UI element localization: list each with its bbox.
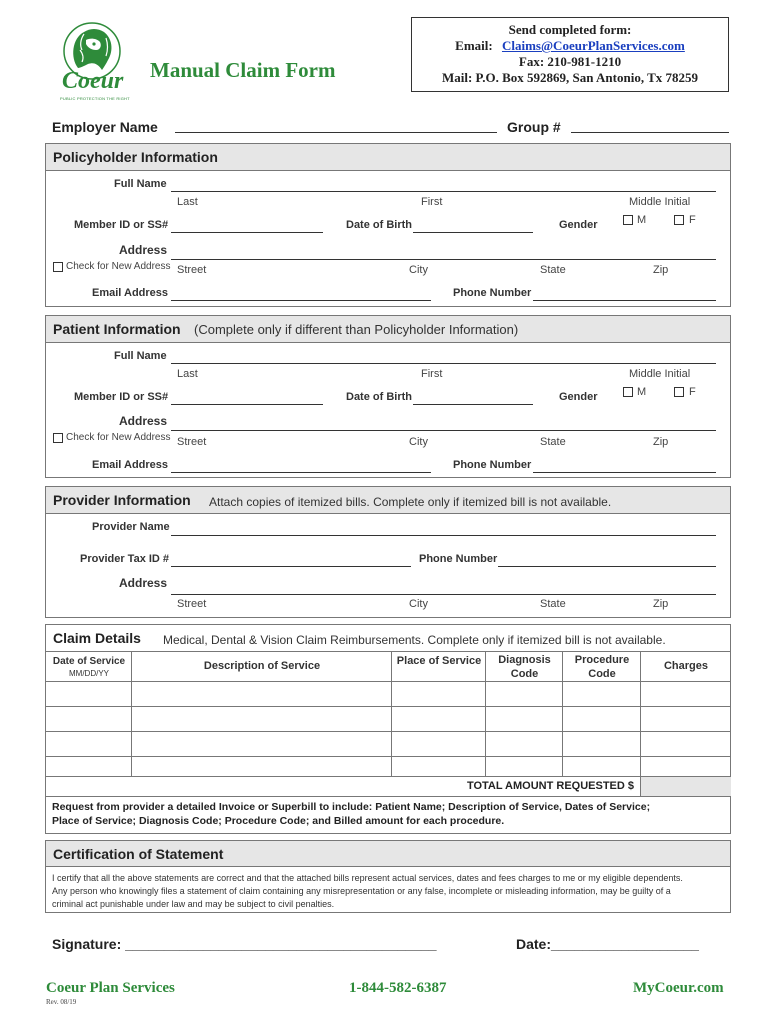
claim-row-3-date[interactable] <box>46 732 132 757</box>
col-diag-label-1: Diagnosis <box>498 654 551 666</box>
pt-member-id-label: Member ID or SS# <box>74 391 169 403</box>
certification-section <box>45 840 731 913</box>
pt-email-field[interactable] <box>171 472 431 473</box>
certification-line-3: criminal act punishable under law and may be subject to civil penalties. <box>52 899 335 909</box>
claim-details-section <box>45 624 731 834</box>
pt-member-id-field[interactable] <box>171 404 323 405</box>
ph-email-label: Email Address <box>92 287 169 299</box>
patient-title: Patient Information <box>53 321 181 337</box>
ph-new-address-checkbox[interactable] <box>53 262 63 272</box>
provider-name-field[interactable] <box>171 535 716 536</box>
col-proc-label-2: Code <box>588 668 616 680</box>
logo-tagline: PUBLIC PROTECTION THE RIGHT <box>60 96 130 101</box>
pt-street-label: Street <box>177 436 207 448</box>
ph-middle-label: Middle Initial <box>629 196 691 208</box>
certification-title: Certification of Statement <box>53 846 224 862</box>
claim-row-1-date[interactable] <box>46 682 132 707</box>
col-proc-header <box>563 652 641 682</box>
pt-state-label: State <box>540 436 566 448</box>
pt-new-address-label: Check for New Address <box>66 432 171 443</box>
policyholder-header <box>46 144 730 171</box>
claim-row-2-place[interactable] <box>392 707 486 732</box>
patient-section <box>45 315 731 478</box>
claim-row-4-diag[interactable] <box>486 757 563 777</box>
pt-zip-label: Zip <box>653 436 669 448</box>
col-place-header <box>392 652 486 682</box>
pt-gender-m-label: M <box>637 386 647 398</box>
claim-row-4-charges[interactable] <box>641 757 731 777</box>
ph-full-name-label: Full Name <box>114 178 167 190</box>
ph-gender-m-checkbox[interactable] <box>623 215 633 225</box>
provider-tax-id-label: Provider Tax ID # <box>80 553 170 565</box>
claim-row-3-place[interactable] <box>392 732 486 757</box>
total-amount-field[interactable] <box>641 777 731 797</box>
claim-row-2-charges[interactable] <box>641 707 731 732</box>
ph-gender-m-label: M <box>637 214 647 226</box>
ph-first-label: First <box>421 196 443 208</box>
employer-name-label: Employer Name <box>52 119 158 135</box>
date-field[interactable]: Date:___________________ <box>516 936 699 952</box>
col-date-header <box>46 652 132 682</box>
col-proc-label-1: Procedure <box>574 654 630 666</box>
claim-row-2-date[interactable] <box>46 707 132 732</box>
col-charges-header <box>641 652 731 682</box>
pt-new-address-checkbox[interactable] <box>53 433 63 443</box>
send-email-link[interactable]: Claims@CoeurPlanServices.com <box>501 38 685 53</box>
ph-city-label: City <box>409 264 428 276</box>
policyholder-section <box>45 143 731 307</box>
ph-new-address-label: Check for New Address <box>66 261 171 272</box>
signature-field[interactable]: Signature: ________________________________________ <box>52 936 437 952</box>
certification-line-2: Any person who knowingly files a statement of claim containing any misrepresentation or any false, incomplete or misleading information, may be guilty of a <box>52 886 671 896</box>
patient-header <box>46 316 730 343</box>
provider-note: Attach copies of itemized bills. Complete only if itemized bill is not available. <box>209 495 612 509</box>
ph-dob-field[interactable] <box>413 232 533 233</box>
send-heading: Send completed form: <box>508 22 632 37</box>
pt-gender-m-checkbox[interactable] <box>623 387 633 397</box>
provider-title: Provider Information <box>53 492 191 508</box>
pt-gender-f-label: F <box>689 386 696 398</box>
ph-last-label: Last <box>177 196 198 208</box>
col-charges-label: Charges <box>663 660 709 672</box>
provider-section <box>45 486 731 618</box>
group-number-field[interactable] <box>571 132 729 133</box>
ph-address-label: Address <box>119 243 168 257</box>
total-row <box>46 777 641 797</box>
provider-city-label: City <box>409 598 428 610</box>
col-date-format: MM/DD/YY <box>69 669 109 678</box>
send-mail: Mail: P.O. Box 592869, San Antonio, Tx 78259 <box>441 70 699 85</box>
claim-row-1-desc[interactable] <box>132 682 392 707</box>
provider-request-line-2: Place of Service; Diagnosis Code; Procedure Code; and Billed amount for each procedure. <box>52 815 505 827</box>
ph-phone-field[interactable] <box>533 300 716 301</box>
col-desc-header <box>132 652 392 682</box>
ph-gender-f-label: F <box>689 214 696 226</box>
provider-state-label: State <box>540 598 566 610</box>
ph-street-label: Street <box>177 264 207 276</box>
group-number-label: Group # <box>507 119 561 135</box>
claim-row-4-date[interactable] <box>46 757 132 777</box>
footer-website[interactable]: MyCoeur.com <box>633 980 724 996</box>
provider-name-label: Provider Name <box>92 521 170 533</box>
provider-request-line-1: Request from provider a detailed Invoice or Superbill to include: Patient Name; Description of Service, Dates of Service; <box>52 801 651 813</box>
claim-row-3-charges[interactable] <box>641 732 731 757</box>
pt-address-field[interactable] <box>171 430 716 431</box>
col-diag-header <box>486 652 563 682</box>
ph-zip-label: Zip <box>653 264 669 276</box>
logo <box>50 20 134 100</box>
total-label: TOTAL AMOUNT REQUESTED $ <box>466 780 634 792</box>
pt-email-label: Email Address <box>92 459 169 471</box>
send-instructions-box <box>411 17 729 92</box>
pt-dob-field[interactable] <box>413 404 533 405</box>
certification-text <box>52 872 683 911</box>
ph-full-name-field[interactable] <box>171 191 716 192</box>
col-desc-label: Description of Service <box>203 660 321 672</box>
claim-details-header <box>46 625 730 652</box>
pt-phone-field[interactable] <box>533 472 716 473</box>
provider-zip-label: Zip <box>653 598 669 610</box>
form-title: Manual Claim Form <box>150 58 336 82</box>
claim-row-3-proc[interactable] <box>563 732 641 757</box>
ph-dob-label: Date of Birth <box>346 219 412 231</box>
claim-row-2-proc[interactable] <box>563 707 641 732</box>
pt-gender-label: Gender <box>559 391 598 403</box>
claim-row-2-diag[interactable] <box>486 707 563 732</box>
footer-company: Coeur Plan Services <box>46 980 175 996</box>
policyholder-title: Policyholder Information <box>53 149 218 165</box>
provider-tax-id-field[interactable] <box>171 566 411 567</box>
pt-last-label: Last <box>177 368 198 380</box>
col-date-label: Date of Service <box>52 656 126 667</box>
certification-line-1: I certify that all the above statements are correct and that the attached bills represent actual services, dates and fees charges to me or my eligible dependents. <box>52 873 683 883</box>
footer-rev: Rev. 08/19 <box>46 998 77 1006</box>
claim-row-4-place[interactable] <box>392 757 486 777</box>
provider-phone-label: Phone Number <box>419 553 498 565</box>
provider-phone-field[interactable] <box>498 566 716 567</box>
ph-gender-f-checkbox[interactable] <box>674 215 684 225</box>
pt-address-label: Address <box>119 414 168 428</box>
pt-city-label: City <box>409 436 428 448</box>
pt-middle-label: Middle Initial <box>629 368 691 380</box>
send-fax: Fax: 210-981-1210 <box>518 54 622 69</box>
claim-row-1-place[interactable] <box>392 682 486 707</box>
pt-gender-f-checkbox[interactable] <box>674 387 684 397</box>
send-email-row <box>412 38 728 54</box>
col-diag-label-2: Code <box>510 668 539 680</box>
ph-phone-label: Phone Number <box>453 287 532 299</box>
claim-row-4-proc[interactable] <box>563 757 641 777</box>
send-email-label: Email: <box>455 38 493 53</box>
provider-address-label: Address <box>119 576 168 590</box>
ph-state-label: State <box>540 264 566 276</box>
patient-note: (Complete only if different than Policyholder Information) <box>194 322 519 337</box>
pt-first-label: First <box>421 368 443 380</box>
claim-row-4-desc[interactable] <box>132 757 392 777</box>
provider-address-field[interactable] <box>171 594 716 595</box>
pt-phone-label: Phone Number <box>453 459 532 471</box>
employer-name-field[interactable] <box>175 132 497 133</box>
ph-member-id-field[interactable] <box>171 232 323 233</box>
logo-brand: Coeur <box>62 68 124 94</box>
pt-dob-label: Date of Birth <box>346 391 412 403</box>
claim-row-2-desc[interactable] <box>132 707 392 732</box>
col-place-label: Place of Service <box>396 655 482 667</box>
claim-row-3-desc[interactable] <box>132 732 392 757</box>
claim-row-1-charges[interactable] <box>641 682 731 707</box>
ph-address-field[interactable] <box>171 259 716 260</box>
ph-gender-label: Gender <box>559 219 598 231</box>
provider-header <box>46 487 730 514</box>
certification-header <box>46 841 730 867</box>
pt-full-name-label: Full Name <box>114 350 167 362</box>
claim-row-1-diag[interactable] <box>486 682 563 707</box>
claim-details-note: Medical, Dental & Vision Claim Reimbursements. Complete only if itemized bill is not available. <box>163 633 666 647</box>
provider-request-note <box>52 800 650 828</box>
ph-email-field[interactable] <box>171 300 431 301</box>
claim-row-1-proc[interactable] <box>563 682 641 707</box>
footer-phone: 1-844-582-6387 <box>349 980 447 996</box>
claim-row-3-diag[interactable] <box>486 732 563 757</box>
claim-details-title: Claim Details <box>53 630 141 646</box>
pt-full-name-field[interactable] <box>171 363 716 364</box>
provider-street-label: Street <box>177 598 207 610</box>
ph-member-id-label: Member ID or SS# <box>74 219 169 231</box>
